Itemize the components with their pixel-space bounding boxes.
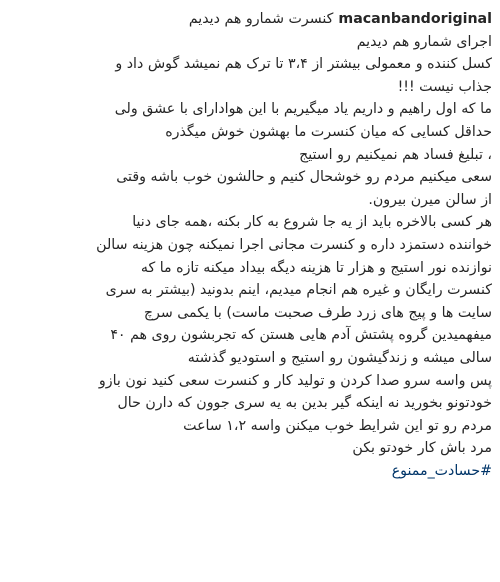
caption-line: سایت ها و پیج های زرد طرف صحبت ماست) با یکمی سرچ <box>143 304 492 321</box>
caption-line: سعی میکنیم مردم رو خوشحال کنیم و حالشون خوب باشه وقتی <box>116 169 492 186</box>
caption-line: هر کسی بالاخره باید از یه جا شروع به کار بکنه ،همه جای دنیا <box>132 214 492 231</box>
caption-line: سالی میشه و زندگیشون رو استیج و استودیو گذشته <box>187 349 492 366</box>
caption-line: جذاب نیست !!! <box>397 78 492 95</box>
caption-first-line: کنسرت شمارو هم دیدیم <box>188 11 334 27</box>
caption-line: مردم رو تو این شرایط خوب میکنن واسه ۱،۲ ساعت <box>183 417 492 434</box>
caption-line: کنسرت رایگان و غیره هم انجام میدیم، اینم بدونید (بیشتر به سری <box>105 282 492 299</box>
caption-header-line <box>8 8 492 31</box>
caption-line: از سالن میرن بیرون. <box>368 191 492 208</box>
caption-line: نوازنده نور استیج و هزار تا هزینه دیگه بیداد میکنه تازه ما که <box>140 259 492 276</box>
caption-line: مرد باش کار خودتو بکن <box>352 440 492 457</box>
caption-line: کسل کننده و معمولی بیشتر از ۳،۴ تا ترک هم نمیشد گوش داد و <box>115 56 492 73</box>
caption-line: خودتونو بخورید نه اینکه گیر بدین به یه سری جوون که دارن حال <box>117 395 492 412</box>
username-link[interactable]: macanbandoriginal <box>338 11 492 27</box>
hashtag-link[interactable]: #حسادت_ممنوع <box>391 462 492 479</box>
post-caption <box>8 8 492 482</box>
caption-line: خواننده دستمزد داره و کنسرت مجانی اجرا نمیکنه چون هزینه سالن <box>96 236 492 253</box>
caption-line: حداقل کسایی که میان کنسرت ما بهشون خوش میگذره <box>165 123 492 140</box>
caption-line: پس واسه سرو صدا کردن و تولید کار و کنسرت سعی کنید نون بازو <box>98 372 492 389</box>
caption-line: ، تبلیغ فساد هم نمیکنیم رو استیج <box>299 146 492 163</box>
caption-line: اجرای شمارو هم دیدیم <box>356 33 492 50</box>
caption-line: ما که اول راهیم و داریم یاد میگیریم با این هوادارای با عشق ولی <box>114 101 492 118</box>
caption-line: میفهمیدین گروه پشتش آدم هایی هستن که تجربشون روی هم ۴۰ <box>110 327 492 344</box>
